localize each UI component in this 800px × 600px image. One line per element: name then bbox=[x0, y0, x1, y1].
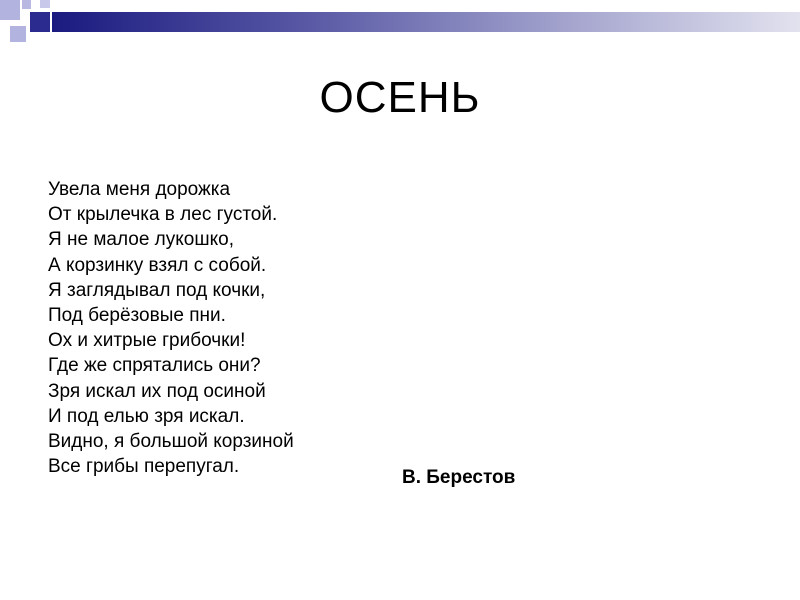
decorative-square bbox=[40, 0, 50, 8]
decorative-square bbox=[10, 26, 26, 42]
poem-line: Я не малое лукошко, bbox=[48, 229, 234, 251]
poem-author: В. Берестов bbox=[402, 467, 516, 488]
poem-line: Видно, я большой корзиной bbox=[48, 431, 294, 453]
decorative-square bbox=[0, 0, 20, 20]
poem-text bbox=[48, 177, 294, 479]
decorative-square bbox=[30, 12, 50, 32]
slide-title: ОСЕНЬ bbox=[319, 73, 481, 122]
poem-line: А корзинку взял с собой. bbox=[48, 254, 267, 276]
header-gradient-bar bbox=[52, 12, 800, 32]
poem-line: Ох и хитрые грибочки! bbox=[48, 330, 246, 352]
poem-line: Под берёзовые пни. bbox=[48, 305, 226, 327]
poem-line: Я заглядывал под кочки, bbox=[48, 279, 266, 301]
poem-line: Увела меня дорожка bbox=[48, 179, 231, 200]
poem-line: И под елью зря искал. bbox=[48, 405, 245, 427]
poem-line: Зря искал их под осиной bbox=[48, 380, 266, 402]
decorative-square bbox=[22, 0, 31, 9]
poem-line: От крылечка в лес густой. bbox=[48, 204, 278, 226]
poem-line: Где же спрятались они? bbox=[48, 355, 261, 377]
poem-line: Все грибы перепугал. bbox=[48, 456, 240, 478]
